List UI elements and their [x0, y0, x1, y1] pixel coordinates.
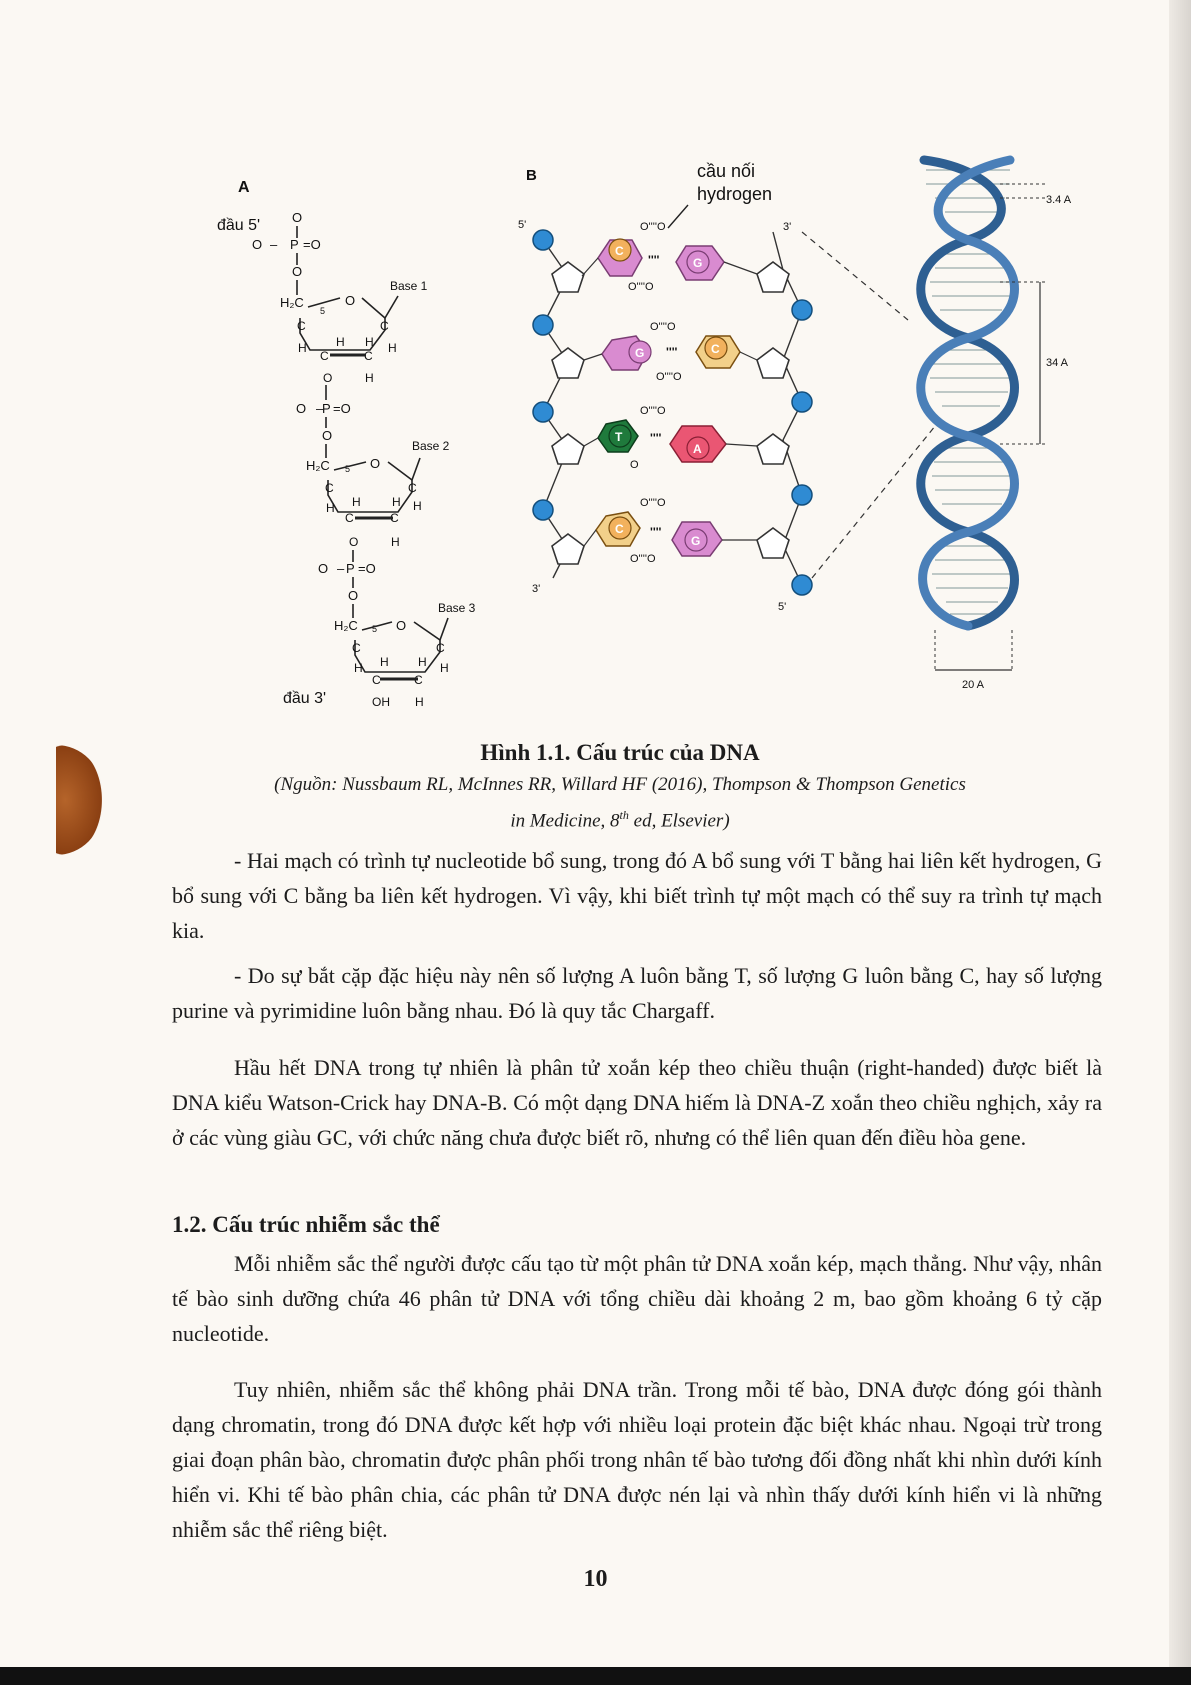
paragraph-chargaff-rule: - Do sự bắt cặp đặc hiệu này nên số lượng A luôn bằng T, số lượng G luôn bằng C, hay số lượng purine và pyrimidine luôn bằng nhau. Đó là quy tắc Chargaff. — [172, 963, 1102, 1023]
svg-text:O''''O: O''''O — [640, 221, 666, 233]
caption-source-line1: (Nguồn: Nussbaum RL, McInnes RR, Willard HF (2016), Thompson & Thompson Genetics — [274, 774, 966, 795]
svg-text:H: H — [354, 661, 363, 675]
hbond-label-line1: cầu nối — [697, 161, 756, 181]
svg-text:=O: =O — [303, 237, 321, 252]
svg-text:T: T — [615, 430, 623, 444]
width-label: 20 A — [962, 679, 985, 691]
svg-text:C: C — [390, 511, 399, 525]
svg-text:H: H — [392, 495, 401, 509]
svg-text:O: O — [318, 561, 329, 576]
page-curl-decoration — [56, 745, 102, 855]
section-heading-chromosome-structure: 1.2. Cấu trúc nhiễm sắc thể — [172, 1212, 440, 1237]
svg-text:O: O — [348, 588, 359, 603]
panel-a-sugar-phosphate-backbone — [217, 179, 476, 709]
end5-label: đầu 5' — [217, 217, 261, 234]
svg-text:H: H — [418, 655, 427, 669]
svg-text:H: H — [352, 495, 361, 509]
paragraph-dna-forms: Hầu hết DNA trong tự nhiên là phân tử xoắn kép theo chiều thuận (right-handed) được biết là DNA kiểu Watson-Crick hay DNA-B. Có một dạng DNA hiếm là DNA-Z xoắn theo chiều nghịch, xảy ra ở các vùng giàu GC, với chức năng chưa được biết rõ, nhưng có thể liên quan đến điều hòa gene. — [172, 1055, 1102, 1150]
svg-text:O''''O: O''''O — [640, 497, 666, 509]
svg-text:O: O — [322, 428, 333, 443]
svg-text:O: O — [323, 371, 333, 385]
svg-text:H: H — [380, 655, 389, 669]
strand-label-3-top: 3' — [783, 221, 792, 233]
svg-text:H: H — [413, 499, 422, 513]
page-number: 10 — [583, 1566, 608, 1592]
phosphate-spheres-left — [533, 230, 553, 520]
svg-text:O: O — [252, 237, 263, 252]
svg-text:C: C — [325, 481, 334, 495]
svg-text:C: C — [372, 673, 381, 687]
svg-text:H: H — [336, 335, 345, 349]
svg-text:O: O — [292, 210, 303, 225]
svg-text:C: C — [414, 673, 423, 687]
svg-text:H: H — [415, 695, 424, 709]
svg-text:H: H — [391, 535, 400, 549]
svg-text:H: H — [298, 341, 307, 355]
svg-text:H₂C: H₂C — [334, 618, 358, 633]
sugar-pentagons — [552, 262, 789, 564]
base3-label: Base 3 — [438, 601, 476, 615]
svg-text:H: H — [365, 371, 374, 385]
dna-structure-figure — [0, 0, 1191, 720]
base1-label: Base 1 — [390, 279, 428, 293]
svg-text:H₂C: H₂C — [306, 458, 330, 473]
svg-text:C: C — [380, 319, 389, 333]
strand-label-5-bottom: 5' — [778, 601, 787, 613]
base-pair-4 — [584, 497, 757, 565]
figure-caption-source — [180, 770, 1060, 836]
svg-text:A: A — [693, 442, 702, 456]
caption-source-line2: in Medicine, 8th ed, Elsevier) — [510, 808, 730, 832]
svg-text:O: O — [345, 293, 356, 308]
svg-text:C: C — [364, 349, 373, 363]
paragraph-complementary-strands: - Hai mạch có trình tự nucleotide bổ sung, trong đó A bổ sung với T bằng hai liên kết hydrogen, G bổ sung với C bằng ba liên kết hydrogen. Vì vậy, khi biết trình tự một mạch có thể suy ra trình tự mạch kia. — [172, 848, 1102, 943]
svg-text:5: 5 — [345, 464, 351, 474]
phosphate-spheres-right — [792, 300, 812, 595]
svg-text:'''': '''' — [648, 253, 660, 267]
svg-text:H: H — [326, 501, 335, 515]
base-pair-2 — [584, 321, 757, 383]
svg-text:–: – — [270, 237, 278, 252]
svg-text:H₂C: H₂C — [280, 295, 304, 310]
paragraph-chromosome-dna: Mỗi nhiễm sắc thể người được cấu tạo từ một phân tử DNA xoắn kép, mạch thẳng. Như vậy, nhân tế bào sinh dưỡng chứa 46 phân tử DNA với tổng chiều dài khoảng 2 m, bao gồm khoảng 6 tỷ cặp nucleotide. — [172, 1251, 1102, 1346]
svg-text:O: O — [349, 535, 359, 549]
svg-text:O: O — [396, 618, 407, 633]
double-helix-diagram — [921, 160, 1072, 691]
svg-text:P: P — [290, 237, 299, 252]
svg-text:C: C — [615, 522, 624, 536]
svg-text:H: H — [388, 341, 397, 355]
figure-caption-title: Hình 1.1. Cấu trúc của DNA — [480, 740, 760, 765]
svg-text:C: C — [352, 641, 361, 655]
svg-text:C: C — [320, 349, 329, 363]
svg-text:O: O — [630, 459, 639, 471]
svg-text:=O: =O — [333, 401, 351, 416]
svg-text:O: O — [296, 401, 307, 416]
svg-text:C: C — [297, 319, 306, 333]
svg-text:O''''O: O''''O — [640, 405, 666, 417]
svg-text:P: P — [322, 401, 331, 416]
svg-text:'''': '''' — [666, 345, 678, 359]
svg-text:C: C — [408, 481, 417, 495]
panel-b-label: B — [526, 167, 537, 184]
strand-label-3-bottom: 3' — [532, 583, 541, 595]
paragraph-chromatin: Tuy nhiên, nhiễm sắc thể không phải DNA trần. Trong mỗi tế bào, DNA được đóng gói thành dạng chromatin, trong đó DNA được kết hợp với nhiều loại protein đặc biệt khác nhau. Ngoại trừ trong giai đoạn phân bào, chromatin được phân phối trong nhân tế bào tương đối đồng nhất khi nhìn dưới kính hiển vi. Khi tế bào phân chia, các phân tử DNA được nén lại và nhìn thấy dưới kính hiển vi là những nhiễm sắc thể riêng biệt. — [172, 1377, 1102, 1542]
svg-text:C: C — [345, 511, 354, 525]
base-pair-3 — [584, 405, 757, 471]
svg-text:–: – — [337, 561, 345, 576]
svg-text:O''''O: O''''O — [656, 371, 682, 383]
svg-text:G: G — [693, 256, 703, 270]
svg-text:C: C — [615, 244, 624, 258]
svg-text:O: O — [292, 264, 303, 279]
svg-text:O''''O: O''''O — [628, 281, 654, 293]
bottom-scan-edge — [0, 1667, 1191, 1685]
panel-b-base-pairing — [518, 161, 940, 613]
svg-text:H: H — [365, 335, 374, 349]
svg-text:5: 5 — [372, 624, 378, 634]
base-pair-1 — [582, 221, 757, 293]
svg-text:P: P — [346, 561, 355, 576]
svg-text:'''': '''' — [650, 431, 662, 445]
end3-label: đầu 3' — [283, 690, 327, 707]
rise-label: 3.4 A — [1046, 194, 1072, 206]
svg-text:H: H — [440, 661, 449, 675]
svg-text:–: – — [316, 401, 324, 416]
pitch-label: 34 A — [1046, 357, 1069, 369]
base2-label: Base 2 — [412, 439, 450, 453]
strand-label-5-top: 5' — [518, 219, 527, 231]
svg-text:O''''O: O''''O — [630, 553, 656, 565]
svg-text:=O: =O — [358, 561, 376, 576]
svg-text:G: G — [635, 346, 645, 360]
svg-text:O''''O: O''''O — [650, 321, 676, 333]
svg-text:C: C — [711, 342, 720, 356]
svg-text:OH: OH — [372, 695, 390, 709]
svg-text:'''': '''' — [650, 525, 662, 539]
svg-text:C: C — [436, 641, 445, 655]
svg-text:G: G — [691, 534, 701, 548]
hbond-label-line2: hydrogen — [697, 184, 773, 204]
svg-text:O: O — [370, 456, 381, 471]
svg-text:5: 5 — [320, 306, 326, 316]
panel-a-label: A — [238, 179, 250, 196]
